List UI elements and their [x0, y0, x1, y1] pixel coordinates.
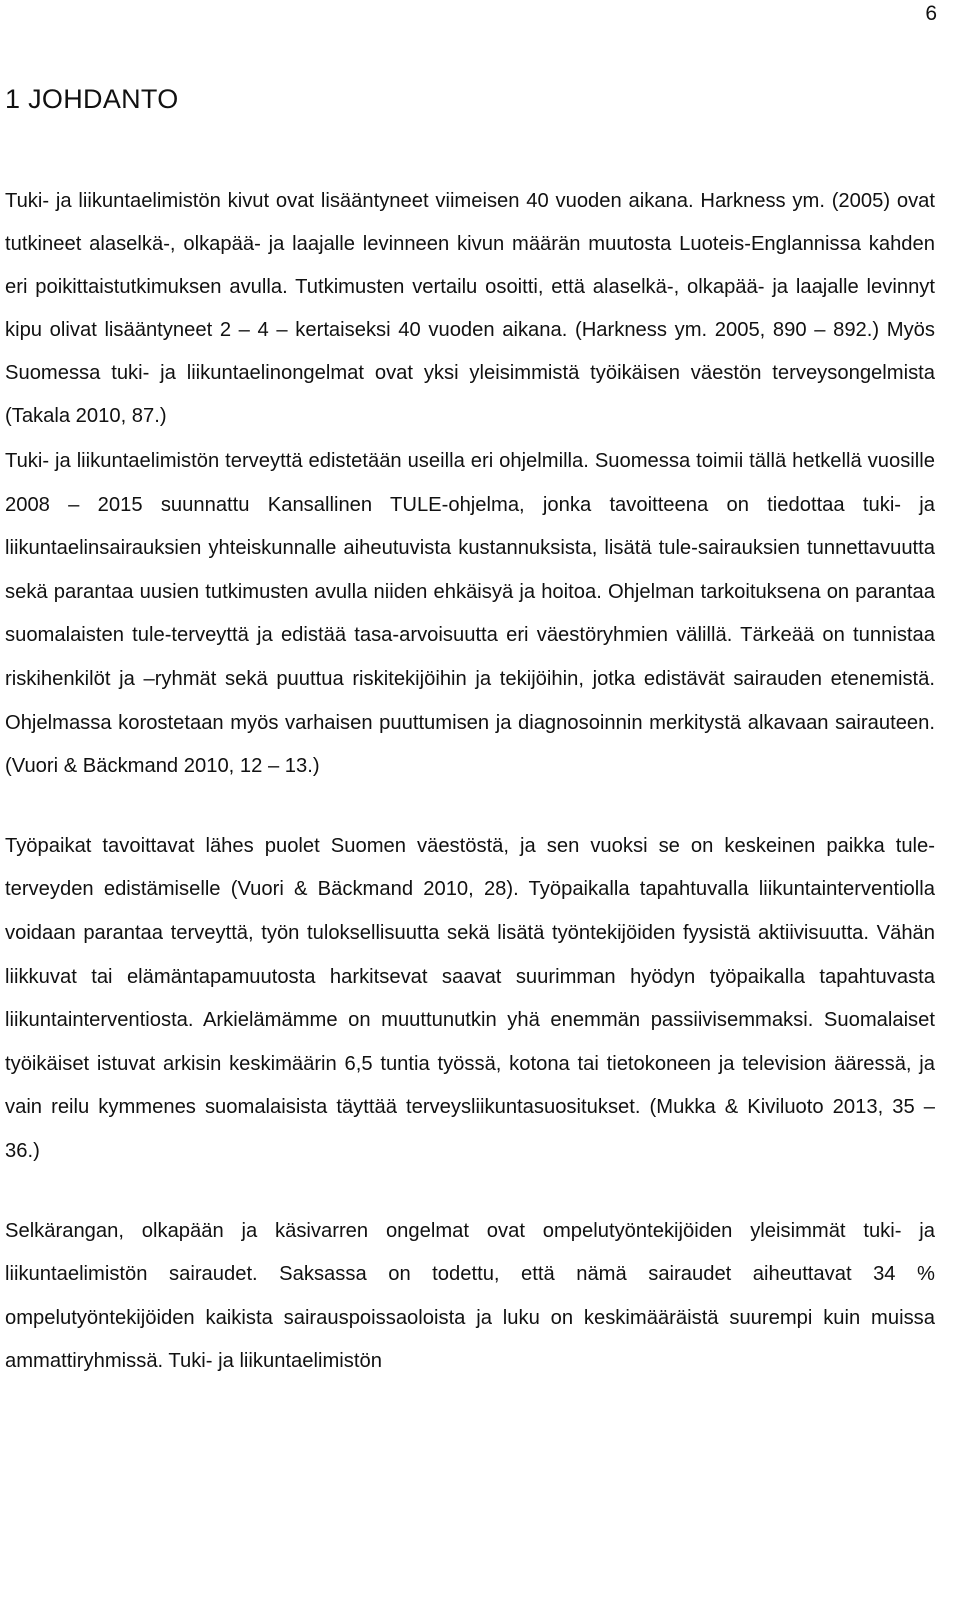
paragraph-1: Tuki- ja liikuntaelimistön kivut ovat lisääntyneet viimeisen 40 vuoden aikana. Harkness ym. (2005) ovat tutkineet alaselkä-, olkapää- ja laajalle levinneen kivun määrän muutosta Luoteis-Englannissa kahden eri poikittaistutkimuksen avulla. Tutkimusten vertailu osoitti, että alaselkä-, olkapää- ja laajalle levinnyt kipu olivat lisääntyneet 2 – 4 – kertaiseksi 40 vuoden aikana. (Harkness ym. 2005, 890 – 892.) Myös Suomessa tuki- ja liikuntaelinongelmat ovat yksi yleisimmistä työikäisen väestön terveysongelmista (Takala 2010, 87.) [5, 190, 935, 427]
body-text [5, 180, 935, 1384]
paragraph-4: Selkärangan, olkapään ja käsivarren ongelmat ovat ompelutyöntekijöiden yleisimmät tuki- ja liikuntaelimistön sairaudet. Saksassa on todettu, että nämä sairaudet aiheuttavat 34 % ompelutyöntekijöiden kaikista sairauspoissaoloista ja luku on keskimääräistä suurempi kuin muissa ammattiryhmissä. Tuki- ja liikuntaelimistön [5, 1219, 935, 1373]
page-number: 6 [925, 2, 937, 25]
chapter-heading: 1 JOHDANTO [5, 84, 179, 114]
paragraph-2: Tuki- ja liikuntaelimistön terveyttä edistetään useilla eri ohjelmilla. Suomessa toimii tällä hetkellä vuosille 2008 – 2015 suunnattu Kansallinen TULE-ohjelma, jonka tavoitteena on tiedottaa tuki- ja liikuntaelinsairauksien yhteiskunnalle aiheutuvista kustannuksista, lisätä tule-sairauksien tunnettavuutta sekä parantaa uusien tutkimusten avulla niiden ehkäisyä ja hoitoa. Ohjelman tarkoituksena on parantaa suomalaisten tule-terveyttä ja edistää tasa-arvoisuutta eri väestöryhmien välillä. Tärkeää on tunnistaa riskihenkilöt ja –ryhmät sekä puuttua riskitekijöihin ja tekijöihin, jotka edistävät sairauden etenemistä. Ohjelmassa korostetaan myös varhaisen puuttumisen ja diagnosoinnin merkitystä alkavaan sairauteen. (Vuori & Bäckmand 2010, 12 – 13.) [5, 450, 935, 778]
paragraph-3: Työpaikat tavoittavat lähes puolet Suomen väestöstä, ja sen vuoksi se on keskeinen paikka tule-terveyden edistämiselle (Vuori & Bäckmand 2010, 28). Työpaikalla tapahtuvalla liikuntainterventiolla voidaan parantaa terveyttä, työn tuloksellisuutta sekä lisätä työntekijöiden fyysistä aktiivisuutta. Vähän liikkuvat tai elämäntapamuutosta harkitsevat saavat suurimman hyödyn työpaikalla tapahtuvasta liikuntainterventiosta. Arkielämämme on muuttunutkin yhä enemmän passiivisemmaksi. Suomalaiset työikäiset istuvat arkisin keskimäärin 6,5 tuntia työssä, kotona tai tietokoneen ja television ääressä, ja vain reilu kymmenes suomalaisista täyttää terveysliikuntasuositukset. (Mukka & Kiviluoto 2013, 35 – 36.) [5, 834, 935, 1162]
